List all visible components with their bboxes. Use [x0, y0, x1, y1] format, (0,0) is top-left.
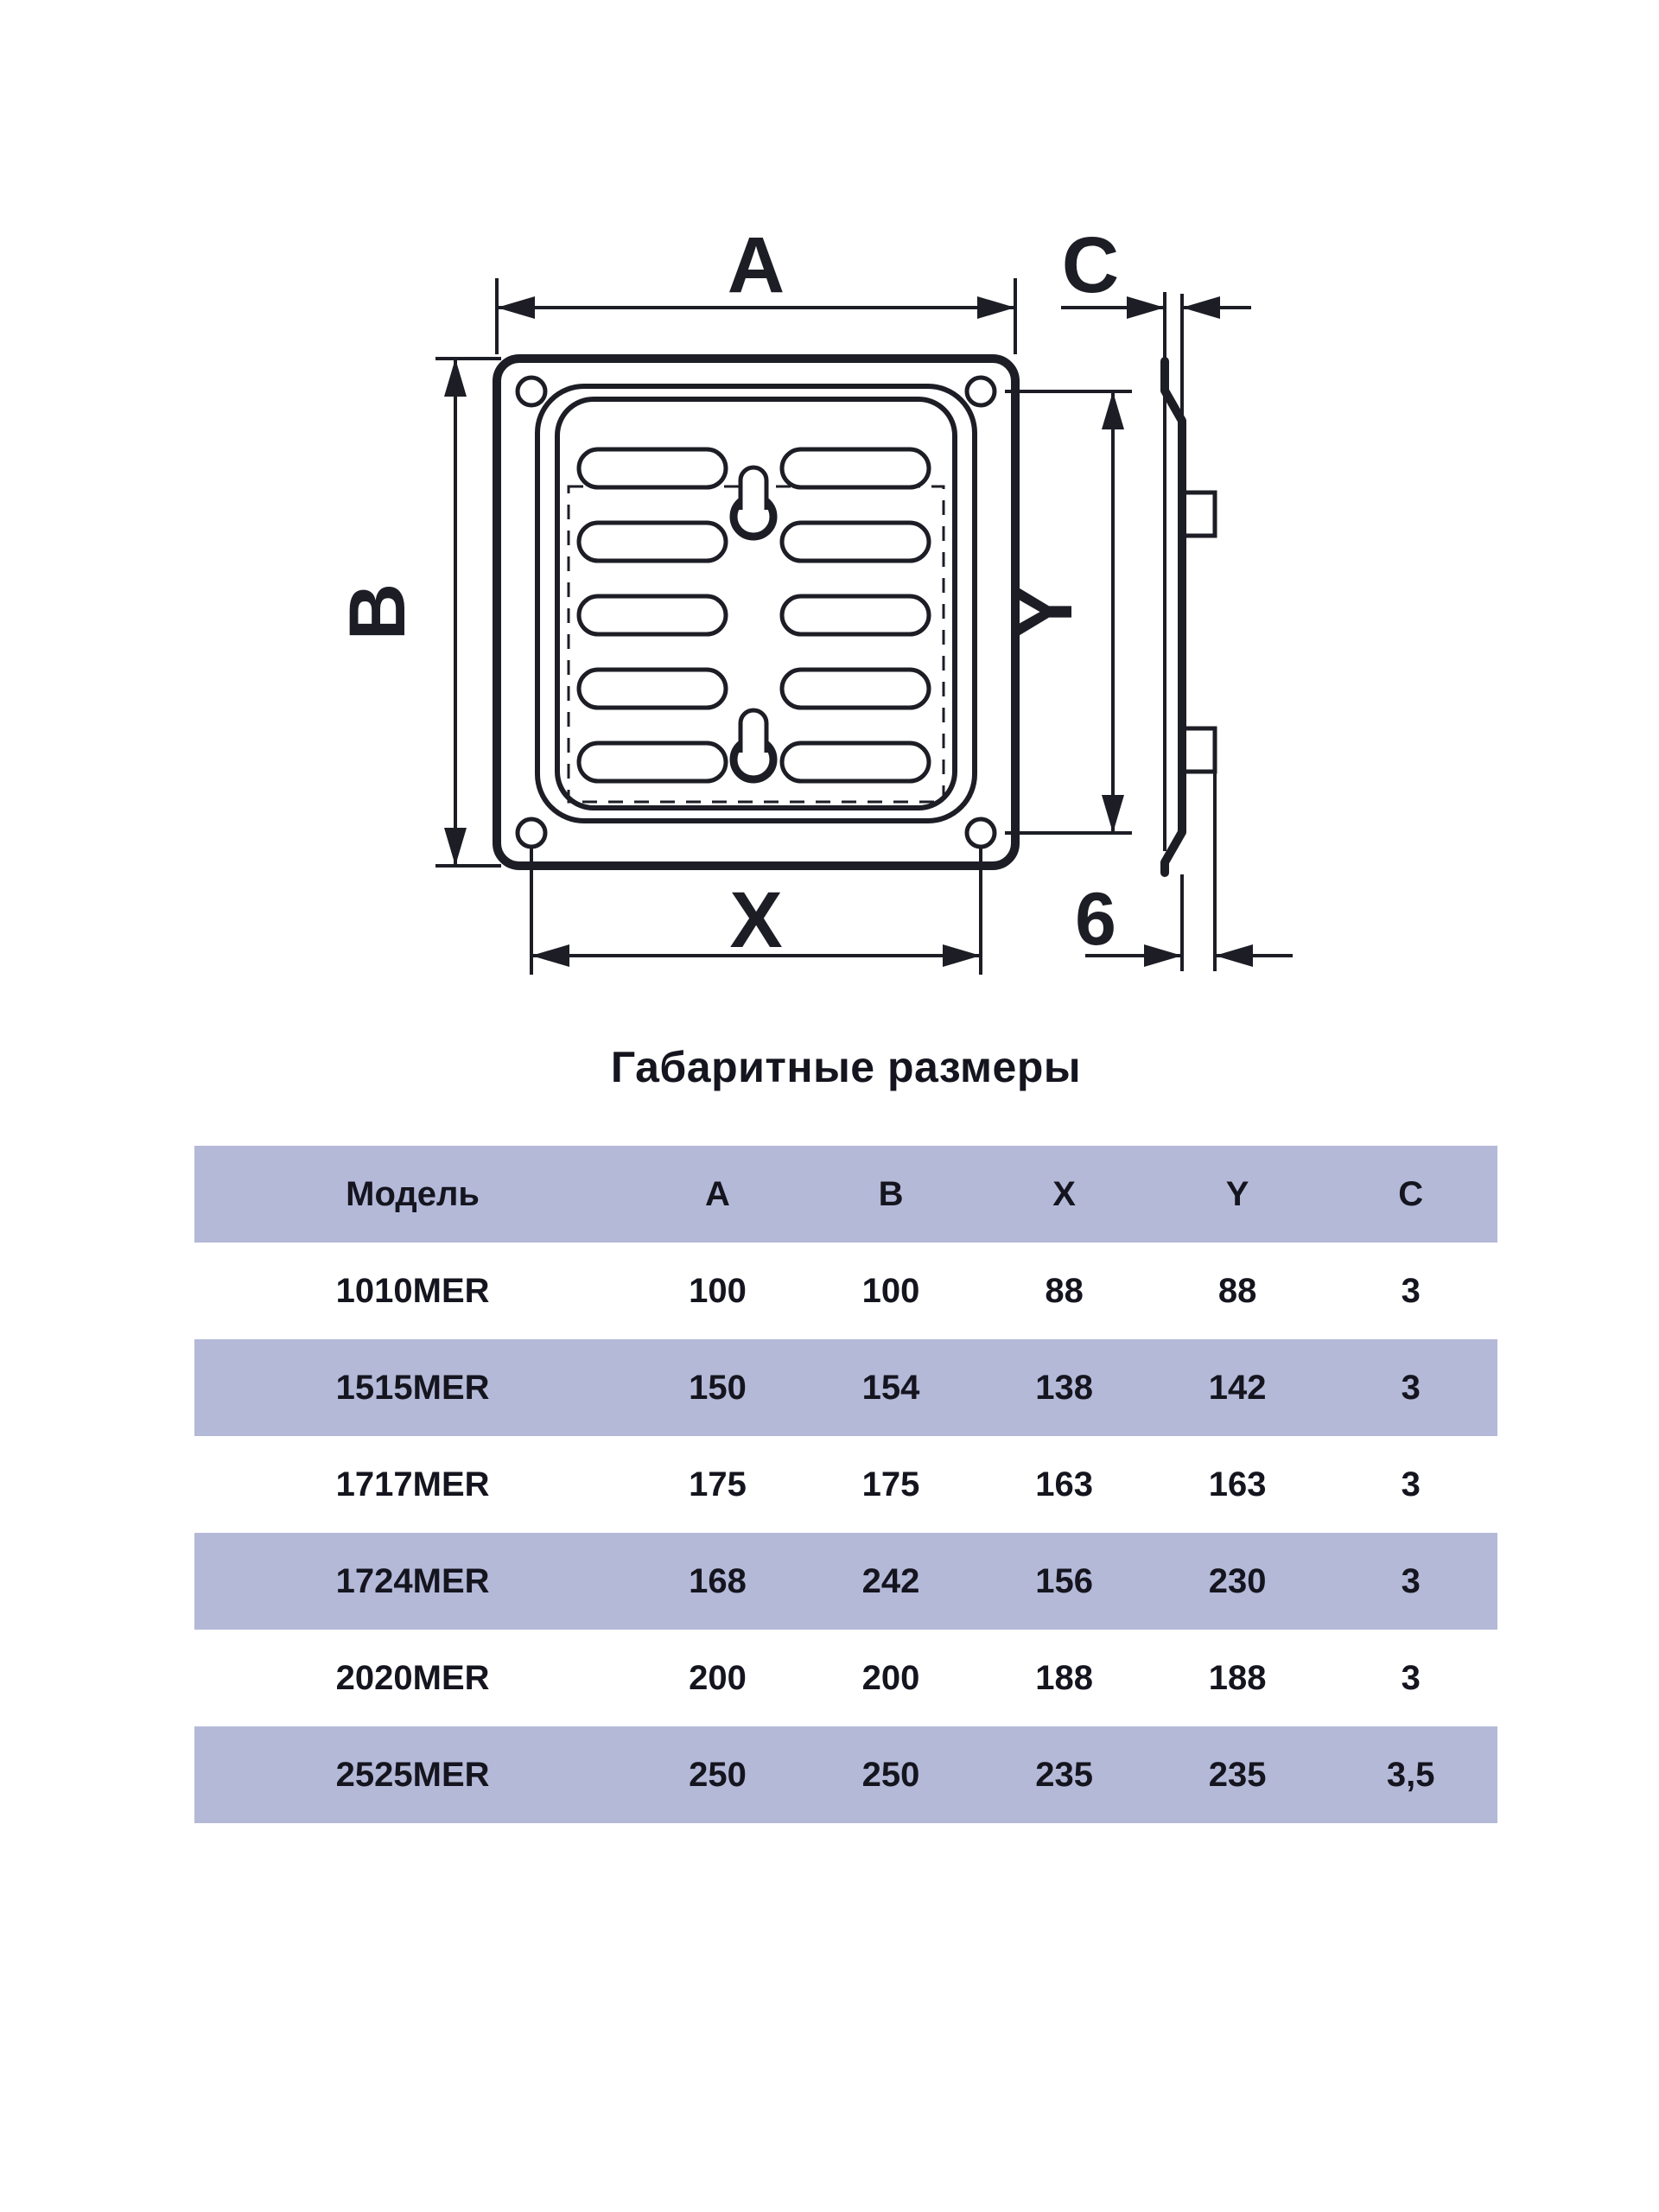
side-face-profile [1165, 361, 1182, 873]
value-cell: 3 [1401, 1271, 1421, 1310]
screw-hole [518, 378, 545, 405]
arrowhead-up-icon [444, 359, 467, 397]
section-title: Габаритные размеры [610, 1043, 1082, 1091]
value-cell: 142 [1208, 1368, 1267, 1407]
model-cell: 2525MER [335, 1755, 490, 1794]
column-header-x: X [1052, 1174, 1076, 1213]
arrowhead-left-icon [497, 296, 535, 319]
table-row [194, 1436, 1497, 1533]
value-cell: 88 [1217, 1271, 1257, 1310]
value-cell: 188 [1035, 1658, 1093, 1697]
table-header-row [194, 1146, 1497, 1243]
value-cell: 100 [861, 1271, 920, 1310]
table-row [194, 1726, 1497, 1823]
value-cell: 154 [861, 1368, 920, 1407]
model-cell: 1515MER [335, 1368, 490, 1407]
value-cell: 3,5 [1386, 1755, 1435, 1794]
arrowhead-right-icon [1144, 944, 1182, 967]
value-cell: 3 [1401, 1368, 1421, 1407]
dim-label-x: X [729, 876, 783, 964]
value-cell: 175 [689, 1465, 747, 1503]
arrowhead-right-icon [943, 944, 981, 967]
vent-slot [579, 449, 726, 487]
value-cell: 156 [1035, 1561, 1093, 1600]
value-cell: 168 [689, 1561, 747, 1600]
table-row [194, 1243, 1497, 1339]
table-row [194, 1630, 1497, 1726]
dim-label-y: Y [1001, 585, 1089, 639]
vent-slot [782, 449, 929, 487]
value-cell: 100 [689, 1271, 747, 1310]
column-header-model: Модель [346, 1174, 480, 1213]
vent-slot [782, 596, 929, 634]
arrowhead-left-icon [1215, 944, 1253, 967]
screw-hole [518, 819, 545, 847]
grille-outer-frame [497, 359, 1015, 866]
model-cell: 1010MER [335, 1271, 490, 1310]
dimension-b [334, 359, 501, 866]
vent-slot [782, 743, 929, 781]
value-cell: 200 [689, 1658, 747, 1697]
column-header-c: C [1398, 1174, 1424, 1213]
vent-slot [579, 743, 726, 781]
value-cell: 250 [861, 1755, 920, 1794]
keyhole-bottom [734, 710, 773, 779]
arrowhead-left-icon [531, 944, 569, 967]
value-cell: 150 [689, 1368, 747, 1407]
keyhole-top [734, 467, 773, 537]
side-view [1165, 292, 1215, 873]
value-cell: 200 [861, 1658, 920, 1697]
value-cell: 3 [1401, 1658, 1421, 1697]
mounting-tab [1182, 493, 1215, 536]
dim-label-c: C [1061, 221, 1120, 309]
dim-label-depth: 6 [1075, 878, 1116, 961]
value-cell: 3 [1401, 1561, 1421, 1600]
dimension-y [1001, 391, 1132, 833]
arrowhead-down-icon [444, 828, 467, 866]
arrowhead-down-icon [1102, 795, 1124, 833]
column-header-y: Y [1225, 1174, 1249, 1213]
arrowhead-right-icon [977, 296, 1015, 319]
value-cell: 163 [1208, 1465, 1267, 1503]
vent-slot [579, 596, 726, 634]
value-cell: 235 [1208, 1755, 1267, 1794]
dim-label-b: B [334, 582, 422, 641]
vent-slot [782, 670, 929, 708]
model-cell: 1724MER [335, 1561, 490, 1600]
value-cell: 250 [689, 1755, 747, 1794]
dimensions-table [194, 1146, 1497, 1823]
model-cell: 1717MER [335, 1465, 490, 1503]
value-cell: 175 [861, 1465, 920, 1503]
screw-hole [967, 819, 995, 847]
value-cell: 138 [1035, 1368, 1093, 1407]
screw-hole [967, 378, 995, 405]
arrowhead-up-icon [1102, 391, 1124, 429]
value-cell: 230 [1208, 1561, 1267, 1600]
dim-label-a: A [727, 221, 785, 309]
vent-slot [579, 523, 726, 561]
value-cell: 88 [1045, 1271, 1084, 1310]
arrowhead-left-icon [1182, 296, 1220, 319]
table-body [194, 1243, 1497, 1823]
value-cell: 163 [1035, 1465, 1093, 1503]
model-cell: 2020MER [335, 1658, 490, 1697]
value-cell: 188 [1208, 1658, 1267, 1697]
value-cell: 3 [1401, 1465, 1421, 1503]
value-cell: 235 [1035, 1755, 1093, 1794]
mounting-tab [1182, 728, 1215, 772]
column-header-a: A [705, 1174, 730, 1213]
vent-slot [782, 523, 929, 561]
vent-slot [579, 670, 726, 708]
arrowhead-right-icon [1127, 296, 1165, 319]
column-header-b: B [878, 1174, 904, 1213]
table-row [194, 1533, 1497, 1630]
front-view [497, 359, 1015, 866]
table-row [194, 1339, 1497, 1436]
dimension-a [497, 221, 1015, 354]
value-cell: 242 [861, 1561, 920, 1600]
technical-drawing [0, 0, 1659, 1071]
